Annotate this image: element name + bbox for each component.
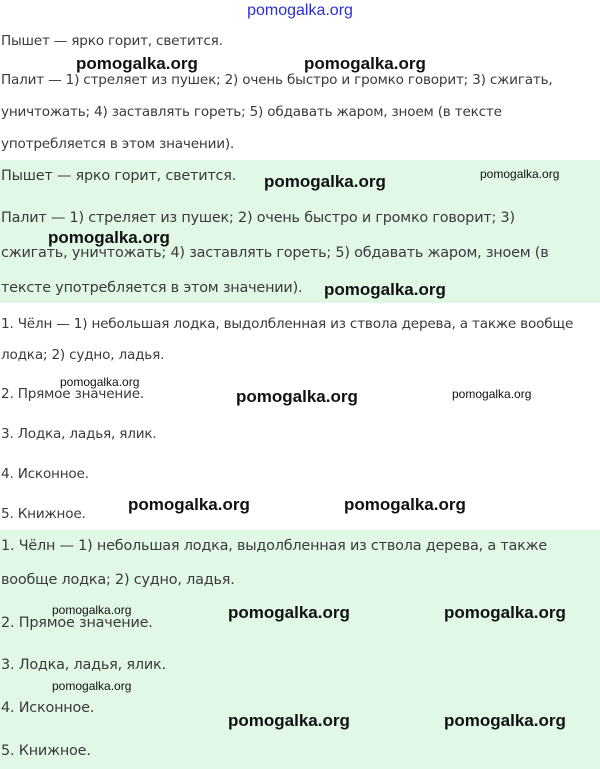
watermark: pomogalka.org <box>452 387 532 401</box>
text-line: 2. Прямое значение. <box>1 386 145 402</box>
watermark: pomogalka.org <box>76 54 198 73</box>
watermark: pomogalka.org <box>128 495 250 514</box>
text-line: 1. Чёлн — 1) небольшая лодка, выдолбленная из ствола дерева, а также <box>1 538 548 554</box>
text-line: 1. Чёлн — 1) небольшая лодка, выдолбленная из ствола дерева, а также вообще <box>1 316 574 332</box>
watermark: pomogalka.org <box>60 375 140 389</box>
text-line: Пышет — ярко горит, светится. <box>1 168 237 184</box>
text-line: 4. Исконное. <box>1 466 89 482</box>
watermark: pomogalka.org <box>444 603 566 622</box>
text-line: вообще лодка; 2) судно, ладья. <box>1 572 235 588</box>
watermark: pomogalka.org <box>228 603 350 622</box>
text-line: Палит — 1) стреляет из пушек; 2) очень быстро и громко говорит; 3) <box>1 210 515 226</box>
site-logo: pomogalka.org <box>247 2 353 19</box>
text-line: Пышет — ярко горит, светится. <box>1 33 223 49</box>
watermark: pomogalka.org <box>444 711 566 730</box>
text-line: 2. Прямое значение. <box>1 615 153 631</box>
text-line: лодка; 2) судно, ладья. <box>1 347 165 363</box>
watermark: pomogalka.org <box>324 280 446 299</box>
answer-band-2 <box>0 530 600 769</box>
text-line: 3. Лодка, ладья, ялик. <box>1 426 157 442</box>
watermark: pomogalka.org <box>304 54 426 73</box>
text-line: 4. Исконное. <box>1 700 95 716</box>
text-line: 5. Книжное. <box>1 743 91 759</box>
watermark: pomogalka.org <box>344 495 466 514</box>
watermark: pomogalka.org <box>264 172 386 191</box>
watermark: pomogalka.org <box>52 679 132 693</box>
text-line: сжигать, уничтожать; 4) заставлять гореть; 5) обдавать жаром, зноем (в <box>1 245 549 261</box>
text-line: Палит — 1) стреляет из пушек; 2) очень быстро и громко говорит; 3) сжигать, <box>1 72 553 88</box>
text-line: 5. Книжное. <box>1 506 86 522</box>
watermark: pomogalka.org <box>228 711 350 730</box>
text-line: уничтожать; 4) заставлять гореть; 5) обдавать жаром, зноем (в тексте <box>1 104 502 120</box>
watermark: pomogalka.org <box>48 228 170 247</box>
watermark: pomogalka.org <box>236 387 358 406</box>
text-line: тексте употребляется в этом значении). <box>1 280 303 296</box>
text-line: употребляется в этом значении). <box>1 136 235 152</box>
watermark: pomogalka.org <box>480 167 560 181</box>
text-line: 3. Лодка, ладья, ялик. <box>1 657 166 673</box>
watermark: pomogalka.org <box>52 603 132 617</box>
